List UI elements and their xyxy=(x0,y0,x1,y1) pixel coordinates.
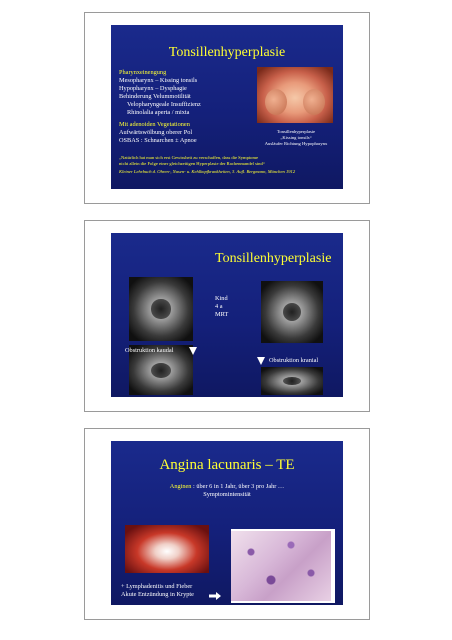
mri-image-axial-caudal xyxy=(129,277,193,341)
photo-caption: „Kissing tonsils“ xyxy=(280,135,312,140)
text-line: OSBAS : Schnarchen ± Apnoe xyxy=(119,137,197,144)
note-line: MRT xyxy=(215,311,229,318)
note-line: 4 a xyxy=(215,303,223,310)
arrow-down-icon xyxy=(189,347,197,355)
slide-frame-3 xyxy=(84,428,370,620)
mri-image-sagittal xyxy=(261,367,323,395)
arrow-down-icon xyxy=(257,357,265,365)
subtitle-line xyxy=(111,483,343,491)
text-line: Aufwärtswölbung oberer Pol xyxy=(119,129,193,136)
subtitle-line-2: Symptomintensität xyxy=(203,491,251,498)
arrow-right-icon xyxy=(209,592,221,600)
throat-photo xyxy=(257,67,333,123)
text-line: Behinderung Velummotilität xyxy=(119,93,191,100)
slide-title: Tonsillenhyperplasie xyxy=(168,45,286,60)
section-heading: Mit adenoiden Vegetationen xyxy=(119,121,190,128)
subtitle-rest: : über 6 in 1 Jahr, über 3 pro Jahr … xyxy=(191,483,285,490)
text-line: Velopharyngeale Insuffizienz xyxy=(127,101,201,108)
slide-frame-1 xyxy=(84,12,370,204)
box-line: + Lymphadenitis und Fieber xyxy=(121,583,193,590)
tonsil-photo xyxy=(125,525,209,573)
mri-image-axial-cranial xyxy=(261,281,323,343)
slide-2 xyxy=(111,233,343,397)
text-line: Mesopharynx – Kissing tonsils xyxy=(119,77,198,84)
slide-3 xyxy=(111,441,343,605)
quote-line: „Natürlich hat man sich erst Gewissheit zu verschaffen, dass die Symptome xyxy=(119,155,259,160)
slide-title: Angina lacunaris – TE xyxy=(159,457,295,473)
subtitle-key: Anginen xyxy=(169,483,192,490)
box-line: Akute Entzündung in Krypte xyxy=(121,591,194,598)
slide-1 xyxy=(111,25,343,189)
histology-image xyxy=(231,531,331,601)
label-cranial: Obstruktion kranial xyxy=(269,357,319,364)
label-caudal: Obstruktion kaudal xyxy=(125,347,174,354)
photo-caption: Tonsillenhyperplasie xyxy=(276,129,316,134)
photo-caption: Ausläufer Richtung Hypopharynx xyxy=(264,141,328,146)
slide-frame-2 xyxy=(84,220,370,412)
section-heading: Pharynxeinengung xyxy=(119,69,167,76)
note-line: Kind xyxy=(215,295,228,302)
text-line: Hypopharynx – Dysphagie xyxy=(119,85,187,92)
slide-title: Tonsillenhyperplasie xyxy=(215,251,332,266)
quote-line: nicht allein die Folge einer gleichzeitigen Hyperplasie der Rachenmandel sind“ xyxy=(119,161,265,166)
citation: Kleiner Lehrbuch d. Ohren-, Nasen- u. Kehlkopfkrankheiten, 3. Aufl. Bergmann, München 1912 xyxy=(119,169,296,174)
text-line: Rhinolalia aperta / mixta xyxy=(127,109,190,116)
